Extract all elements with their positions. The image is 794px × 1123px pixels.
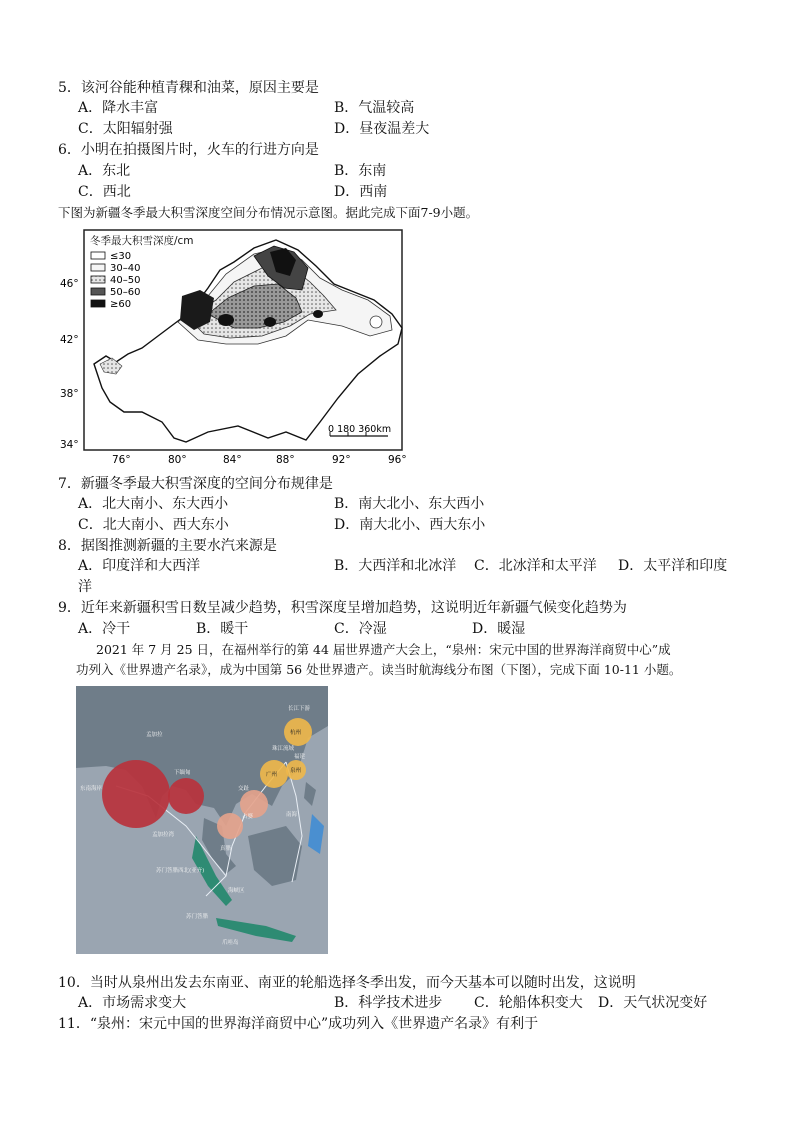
lon-label-92: 92° xyxy=(332,454,351,466)
intro-10-11-line2: 功列入《世界遗产名录》，成为中国第 56 处世界遗产。读当时航海线分布图（下图），完成下面 10-11 小题。 xyxy=(76,662,682,677)
lat-label-34: 34° xyxy=(60,439,79,451)
lon-label-84: 84° xyxy=(223,454,242,466)
lon-label-80: 80° xyxy=(168,454,187,466)
q5-option-c: C．太阳辐射强 xyxy=(78,121,173,137)
q7-option-d: D．南大北小、西大东小 xyxy=(334,517,486,533)
q8-option-d: D．太平洋和印度 xyxy=(618,558,728,574)
legend-label-1: ≤30 xyxy=(110,251,132,262)
lat-label-46: 46° xyxy=(60,278,79,290)
snow-spot-1 xyxy=(218,314,234,326)
label-lower-burma: 下缅甸 xyxy=(174,770,191,776)
label-guangzhou: 广州 xyxy=(266,772,278,778)
label-south-sea: 南海 xyxy=(286,812,298,818)
q8-option-a: A．印度洋和大西洋 xyxy=(78,558,201,574)
label-hangzhou: 杭州 xyxy=(290,730,302,736)
q7-option-a: A．北大南小、东大西小 xyxy=(78,496,229,512)
scale-label: 0 180 360km xyxy=(328,424,392,435)
q10-option-a: A．市场需求变大 xyxy=(78,995,187,1011)
q10-option-d: D．天气状况变好 xyxy=(598,995,708,1011)
q8-option-b: B．大西洋和北冰洋 xyxy=(334,558,457,574)
lon-label-76: 76° xyxy=(112,454,131,466)
q10-option-b: B．科学技术进步 xyxy=(334,995,443,1011)
legend-label-5: ≥60 xyxy=(110,299,132,310)
label-quanzhou: 泉州 xyxy=(290,768,302,774)
label-changjiang: 长江下游 xyxy=(288,706,311,712)
q5-option-d: D．昼夜温差大 xyxy=(334,121,430,137)
legend-swatch-4 xyxy=(91,288,105,295)
lat-label-42: 42° xyxy=(60,334,79,346)
lon-label-88: 88° xyxy=(276,454,295,466)
snow-depth-map xyxy=(58,226,414,466)
label-aceh: 苏门答腊西北(亚齐) xyxy=(156,868,205,874)
q5-option-b: B．气温较高 xyxy=(334,100,415,116)
q6-option-a: A．东北 xyxy=(78,163,131,179)
q9-option-a: A．冷干 xyxy=(78,621,131,637)
circle-southeast-coast xyxy=(102,760,170,828)
q6-option-c: C．西北 xyxy=(78,184,131,200)
legend-label-2: 30–40 xyxy=(110,263,141,274)
lon-label-96: 96° xyxy=(388,454,407,466)
snow-spot-4 xyxy=(370,316,382,328)
lat-label-38: 38° xyxy=(60,388,79,400)
legend-label-4: 50–60 xyxy=(110,287,141,298)
label-zhujiang: 珠江流域 xyxy=(272,746,295,752)
q6-option-b: B．东南 xyxy=(334,163,387,179)
label-southeast-coast: 东南海岸 xyxy=(80,786,103,792)
intro-7-9: 下图为新疆冬季最大积雪深度空间分布情况示意图。据此完成下面7-9小题。 xyxy=(58,205,479,220)
q7-option-c: C．北大南小、西大东小 xyxy=(78,517,229,533)
q9-option-c: C．冷湿 xyxy=(334,621,387,637)
q8-option-c: C．北冰洋和太平洋 xyxy=(474,558,597,574)
intro-10-11-line1: 2021 年 7 月 25 日，在福州举行的第 44 届世界遗产大会上，“泉州：宋元中国的世界海洋商贸中心”成 xyxy=(96,642,671,657)
snow-spot-3 xyxy=(313,310,323,318)
label-bengal: 孟加拉 xyxy=(146,732,163,738)
circle-lower-burma xyxy=(168,778,204,814)
q9-option-d: D．暖湿 xyxy=(472,621,526,637)
q7-stem: 7．新疆冬季最大积雪深度的空间分布规律是 xyxy=(58,476,333,492)
q5-stem: 5．该河谷能种植青稞和油菜，原因主要是 xyxy=(58,80,319,96)
q5-option-a: A．降水丰富 xyxy=(78,100,159,116)
label-java: 爪哇岛 xyxy=(222,940,239,946)
label-sumatra: 苏门答腊 xyxy=(186,914,209,920)
q8-stem: 8．据图推测新疆的主要水汽来源是 xyxy=(58,538,277,554)
legend-swatch-1 xyxy=(91,252,105,259)
sea-route-map xyxy=(76,686,328,954)
q8-option-d-wrap: 洋 xyxy=(78,579,92,595)
q10-stem: 10．当时从泉州出发去东南亚、南亚的轮船选择冬季出发，而今天基本可以随时出发，这说明 xyxy=(58,975,636,991)
q6-option-d: D．西南 xyxy=(334,184,388,200)
legend-swatch-5 xyxy=(91,300,105,307)
q6-stem: 6．小明在拍摄图片时，火车的行进方向是 xyxy=(58,142,319,158)
label-jiaozhi: 交趾 xyxy=(238,786,250,792)
legend-title: 冬季最大积雪深度/cm xyxy=(90,235,194,247)
label-strait: 海峡区 xyxy=(228,888,245,894)
q10-option-c: C．轮船体积变大 xyxy=(474,995,583,1011)
q7-option-b: B．南大北小、东大西小 xyxy=(334,496,485,512)
circle-zhenla xyxy=(217,813,243,839)
label-zhanpo: 占婆 xyxy=(242,814,254,820)
label-bay-of-bengal: 孟加拉湾 xyxy=(152,832,175,838)
label-fujian: 福建 xyxy=(294,754,306,760)
legend-swatch-3 xyxy=(91,276,105,283)
label-zhenla: 真腊 xyxy=(220,846,232,852)
q11-stem: 11．“泉州：宋元中国的世界海洋商贸中心”成功列入《世界遗产名录》有利于 xyxy=(58,1016,539,1032)
snow-spot-2 xyxy=(264,317,276,327)
legend-label-3: 40–50 xyxy=(110,275,141,286)
legend-swatch-2 xyxy=(91,264,105,271)
q9-option-b: B．暖干 xyxy=(196,621,249,637)
q9-stem: 9．近年来新疆积雪日数呈减少趋势，积雪深度呈增加趋势，这说明近年新疆气候变化趋势为 xyxy=(58,600,627,616)
